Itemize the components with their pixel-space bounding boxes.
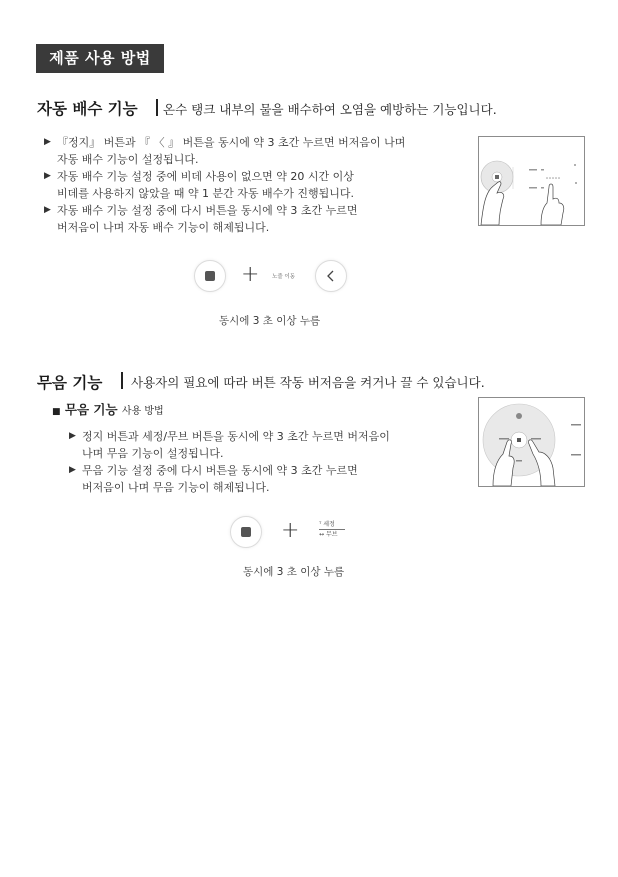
plus-sign: + bbox=[281, 518, 300, 543]
bullet-line: 자동 배수 기능 설정 중에 비데 사용이 없으면 약 20 시간 이상 bbox=[57, 170, 354, 183]
bullet-line: 자동 배수 기능이 설정됩니다. bbox=[57, 153, 199, 166]
title-divider bbox=[156, 99, 158, 116]
chevron-button bbox=[315, 260, 347, 292]
bullet-arrow-icon: ▶ bbox=[44, 137, 51, 147]
square-bullet-icon: ■ bbox=[52, 407, 61, 417]
bullet-arrow-icon: ▶ bbox=[69, 431, 76, 441]
auto-drain-bullets bbox=[44, 134, 469, 236]
nozzle-move-label: 노즐 이동 bbox=[272, 274, 296, 280]
auto-drain-description: 온수 탱크 내부의 물을 배수하여 오염을 예방하는 기능입니다. bbox=[163, 102, 497, 117]
bullet-arrow-icon: ▶ bbox=[44, 171, 51, 181]
wash-icon: ᵀ bbox=[319, 521, 322, 528]
mute-title: 무음 기능 bbox=[37, 374, 103, 392]
wash-label-row bbox=[319, 520, 347, 529]
mute-subtitle bbox=[52, 400, 164, 418]
wash-label: 세정 bbox=[323, 521, 335, 528]
bullet-arrow-icon: ▶ bbox=[69, 465, 76, 475]
wash-move-button bbox=[319, 520, 347, 539]
bullet-line: 정지 버튼과 세정/무브 버튼을 동시에 약 3 초간 누르면 버저음이 bbox=[82, 430, 390, 443]
list-item bbox=[69, 428, 469, 462]
bullet-line: 버저음이 나며 무음 기능이 해제됩니다. bbox=[82, 481, 270, 494]
bullet-line: 버저음이 나며 자동 배수 기능이 해제됩니다. bbox=[57, 221, 270, 234]
bullet-line: 자동 배수 기능 설정 중에 다시 버튼을 동시에 약 3 초간 누르면 bbox=[57, 204, 358, 217]
subtitle-small: 사용 방법 bbox=[121, 406, 164, 417]
move-icon: ↔ bbox=[319, 531, 325, 538]
list-item bbox=[44, 168, 469, 202]
remote-hands-illustration bbox=[478, 136, 585, 226]
bullet-line: 비데를 사용하지 않았을 때 약 1 분간 자동 배수가 진행됩니다. bbox=[57, 187, 354, 200]
stop-button bbox=[194, 260, 226, 292]
move-label-row bbox=[319, 530, 347, 539]
list-item bbox=[69, 462, 469, 496]
mute-bullets bbox=[69, 428, 469, 496]
press-caption: 동시에 3 초 이상 누름 bbox=[219, 315, 321, 327]
press-caption: 동시에 3 초 이상 누름 bbox=[243, 566, 345, 578]
auto-drain-title: 자동 배수 기능 bbox=[37, 100, 138, 118]
list-item bbox=[44, 134, 469, 168]
stop-icon bbox=[205, 271, 215, 281]
plus-sign: + bbox=[241, 262, 260, 287]
hands-pressing-icon bbox=[479, 398, 584, 486]
stop-icon bbox=[241, 527, 251, 537]
bullet-line: 나며 무음 기능이 설정됩니다. bbox=[82, 447, 224, 460]
list-item bbox=[44, 202, 469, 236]
bullet-line: 무음 기능 설정 중에 다시 버튼을 동시에 약 3 초간 누르면 bbox=[82, 464, 358, 477]
mute-description: 사용자의 필요에 따라 버튼 작동 버저음을 켜거나 끌 수 있습니다. bbox=[131, 375, 485, 390]
chevron-left-icon bbox=[316, 261, 346, 291]
title-divider bbox=[121, 372, 123, 389]
move-label: 무브 bbox=[325, 531, 338, 538]
section-header: 제품 사용 방법 bbox=[36, 44, 164, 73]
hands-pressing-icon bbox=[479, 137, 584, 225]
stop-button bbox=[230, 516, 262, 548]
bullet-arrow-icon: ▶ bbox=[44, 205, 51, 215]
remote-mute-illustration bbox=[478, 397, 585, 487]
bullet-line: 『정지』 버튼과 『 〈 』 버튼을 동시에 약 3 초간 누르면 버저음이 나며 bbox=[57, 136, 406, 149]
subtitle-text: 무음 기능 bbox=[64, 402, 118, 417]
